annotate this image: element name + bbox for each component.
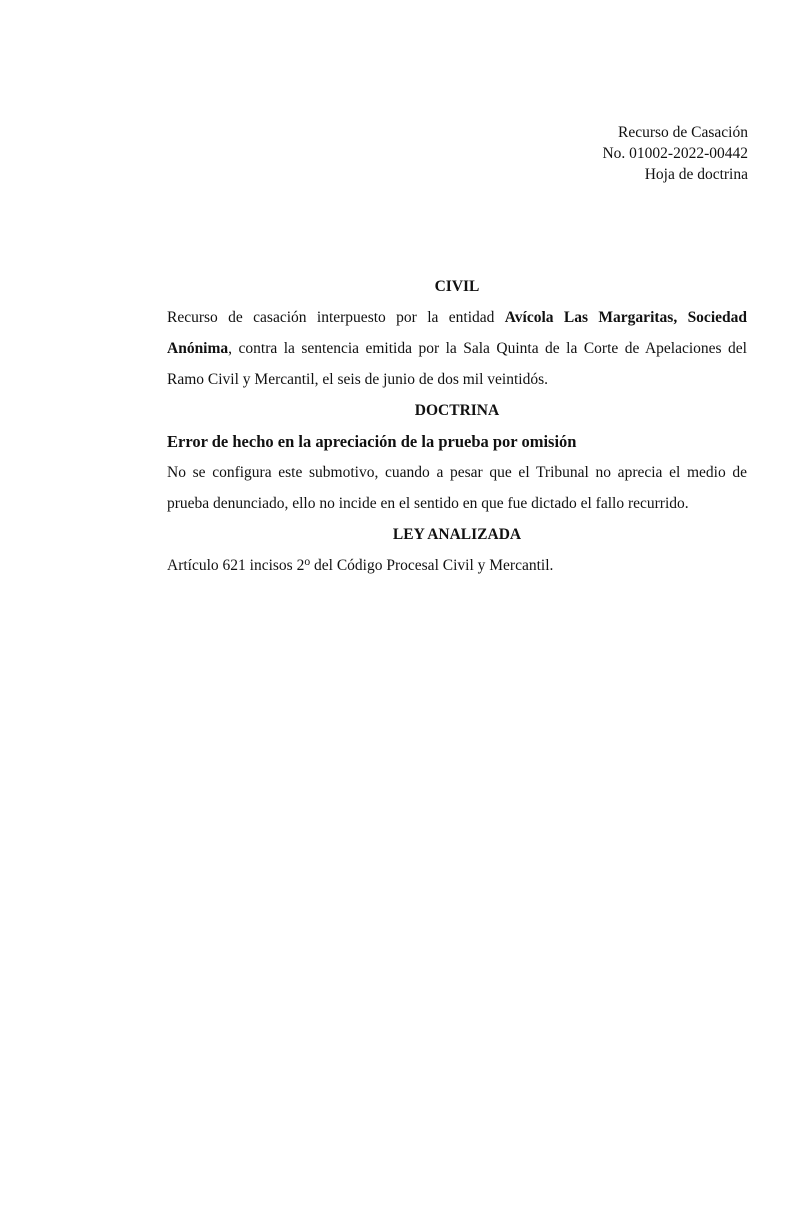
civil-text-before: Recurso de casación interpuesto por la entidad: [167, 309, 505, 326]
case-header: [602, 122, 748, 185]
ordinal-superscript: o: [304, 554, 311, 568]
doctrina-paragraph: No se configura este submotivo, cuando a pesar que el Tribunal no aprecia el medio de prueba denunciado, ello no incide en el sentido en que fue dictado el fallo recurrido.: [167, 464, 747, 512]
section-heading-doctrina: DOCTRINA: [414, 402, 500, 419]
case-number: No. 01002-2022-00442: [602, 145, 748, 162]
ley-text-after: del Código Procesal Civil y Mercantil.: [310, 557, 554, 574]
civil-text-after: , contra la sentencia emitida por la Sala Quinta de la Corte de Apelaciones del Ramo Civil y Mercantil, el seis de junio de dos mil veintidós.: [167, 340, 747, 388]
civil-paragraph: [167, 302, 747, 395]
document-body: [167, 271, 747, 581]
ley-text-before: Artículo 621 incisos 2: [167, 557, 305, 574]
doctrina-subheading: Error de hecho en la apreciación de la prueba por omisión: [167, 432, 577, 451]
ley-analizada-paragraph: [167, 550, 747, 581]
section-heading-ley-analizada: LEY ANALIZADA: [392, 526, 522, 543]
sheet-title: Hoja de doctrina: [644, 166, 748, 183]
party-name: Avícola Las Margaritas, Sociedad Anónima: [167, 309, 747, 357]
section-heading-civil: CIVIL: [434, 278, 480, 295]
case-type: Recurso de Casación: [618, 124, 748, 141]
